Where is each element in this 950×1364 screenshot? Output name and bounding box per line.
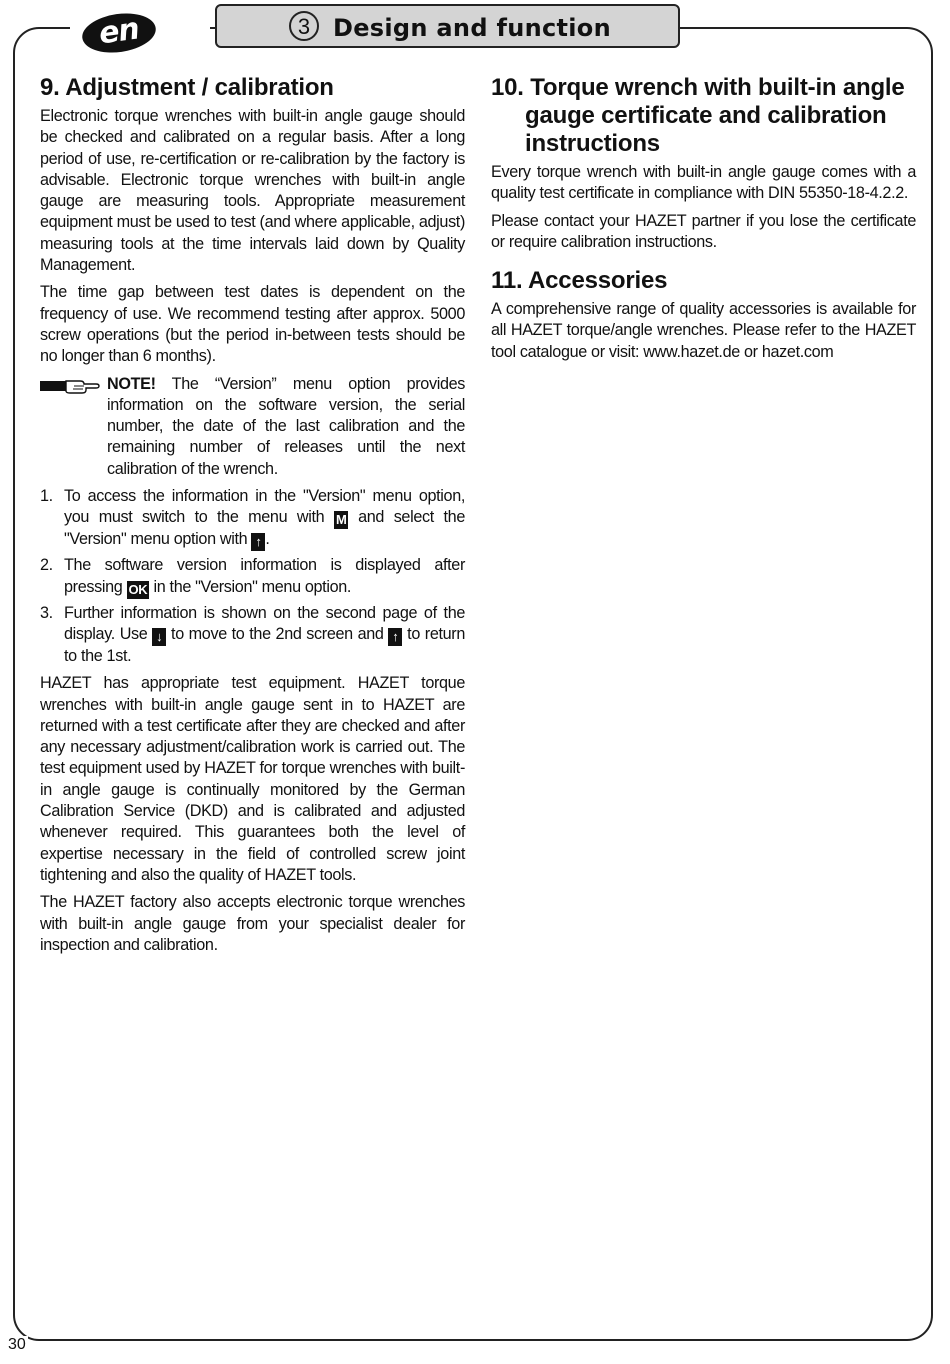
down-arrow-key-icon: ↓: [152, 628, 166, 646]
page-number: 30: [8, 1336, 26, 1353]
note-text: The “Version” menu option provides information on the software version, the serial number, the date of the last calibration and the remaining number of releases until the next calibration of the wrench.: [107, 374, 465, 478]
up-arrow-key-icon: ↑: [388, 628, 402, 646]
section-10-paragraph-1: Every torque wrench with built-in angle gauge comes with a quality test certificate in compliance with DIN 55350-18-4.2.2.: [491, 163, 916, 203]
section-10-paragraph-2: Please contact your HAZET partner if you lose the certificate or require calibration instructions.: [491, 211, 916, 251]
up-arrow-key-icon: ↑: [251, 533, 265, 551]
section-9-paragraph-3: HAZET has appropriate test equipment. HAZET torque wrenches with built-in angle gauge sent in to HAZET are returned with a test certificate after they are checked and after any necessary adjustment/calibration work is carried out. The test equipment used by HAZET for torque wrenches with built-in angle gauge is continually monitored by the German Calibration Service (DKD) and is calibrated and adjusted whenever required. This guarantees both the level of expertise necessary in the field of controlled screw joint tightening and also the quality of HAZET tools.: [40, 674, 465, 884]
menu-key-icon: M: [335, 512, 347, 528]
step-number: 2.: [40, 556, 53, 575]
chapter-tab: [215, 4, 680, 48]
list-item: [40, 486, 465, 551]
section-11-heading: [491, 267, 916, 295]
right-column: [491, 74, 916, 369]
section-10-number: 10.: [491, 74, 524, 101]
step-text: To access the information in the "Version" menu option, you must switch to the menu with: [64, 487, 465, 527]
list-item: [40, 603, 465, 668]
step-text: Further information is shown on the second page of the display. Use: [64, 603, 465, 643]
step-text: to move to the 2nd screen and: [166, 624, 389, 643]
section-9-paragraph-1: Electronic torque wrenches with built-in angle gauge should be checked and calibrated on a regular basis. After a long period of use, re-certification or re-calibration by the factory is advisable. Electronic torque wrenches with built-in angle gauge are measuring tools. Appropriate measurement equipment must be used to test (and where applicable, adjust) measuring tools at the time intervals laid down by Quality Management.: [40, 107, 465, 275]
chapter-number: 3: [289, 11, 319, 41]
language-badge: en: [80, 9, 159, 57]
section-9-paragraph-4: The HAZET factory also accepts electronic torque wrenches with built-in angle gauge from your specialist dealer for inspection and calibration.: [40, 893, 465, 954]
list-item: [40, 555, 465, 598]
step-number: 1.: [40, 487, 53, 506]
ok-key-icon: OK: [128, 581, 148, 597]
section-9-heading: [40, 74, 465, 102]
section-9-title: Adjustment / calibration: [65, 74, 334, 101]
section-9-number: 9.: [40, 74, 60, 101]
step-text: and select the "Version" menu option with: [64, 508, 465, 549]
step-text: to return to the 1st.: [64, 624, 465, 665]
pointing-hand-icon: [40, 376, 100, 394]
step-number: 3.: [40, 603, 53, 622]
section-11-number: 11.: [491, 267, 523, 295]
step-text: in the "Version" menu option.: [149, 577, 352, 596]
step-text: The software version information is displayed after pressing: [64, 556, 465, 596]
section-11-paragraph-1: A comprehensive range of quality accessories is available for all HAZET torque/angle wrenches. Please refer to the HAZET tool catalogue or visit: www.hazet.de or hazet.com: [491, 300, 916, 361]
section-9-paragraph-2: The time gap between test dates is dependent on the frequency of use. We recommend testing after approx. 5000 screw operations (but the period in-between tests should be no longer than 6 months).: [40, 283, 465, 366]
note-box: [40, 374, 465, 480]
section-10-heading: [491, 74, 916, 158]
chapter-title: Design and function: [333, 14, 611, 42]
steps-list: [40, 486, 465, 667]
left-column: [40, 74, 465, 962]
section-11-title: Accessories: [528, 267, 668, 295]
note-label: NOTE!: [107, 374, 156, 393]
section-10-title: Torque wrench with built-in angle gauge certificate and calibration instructions: [525, 74, 905, 157]
step-text: .: [265, 530, 270, 549]
